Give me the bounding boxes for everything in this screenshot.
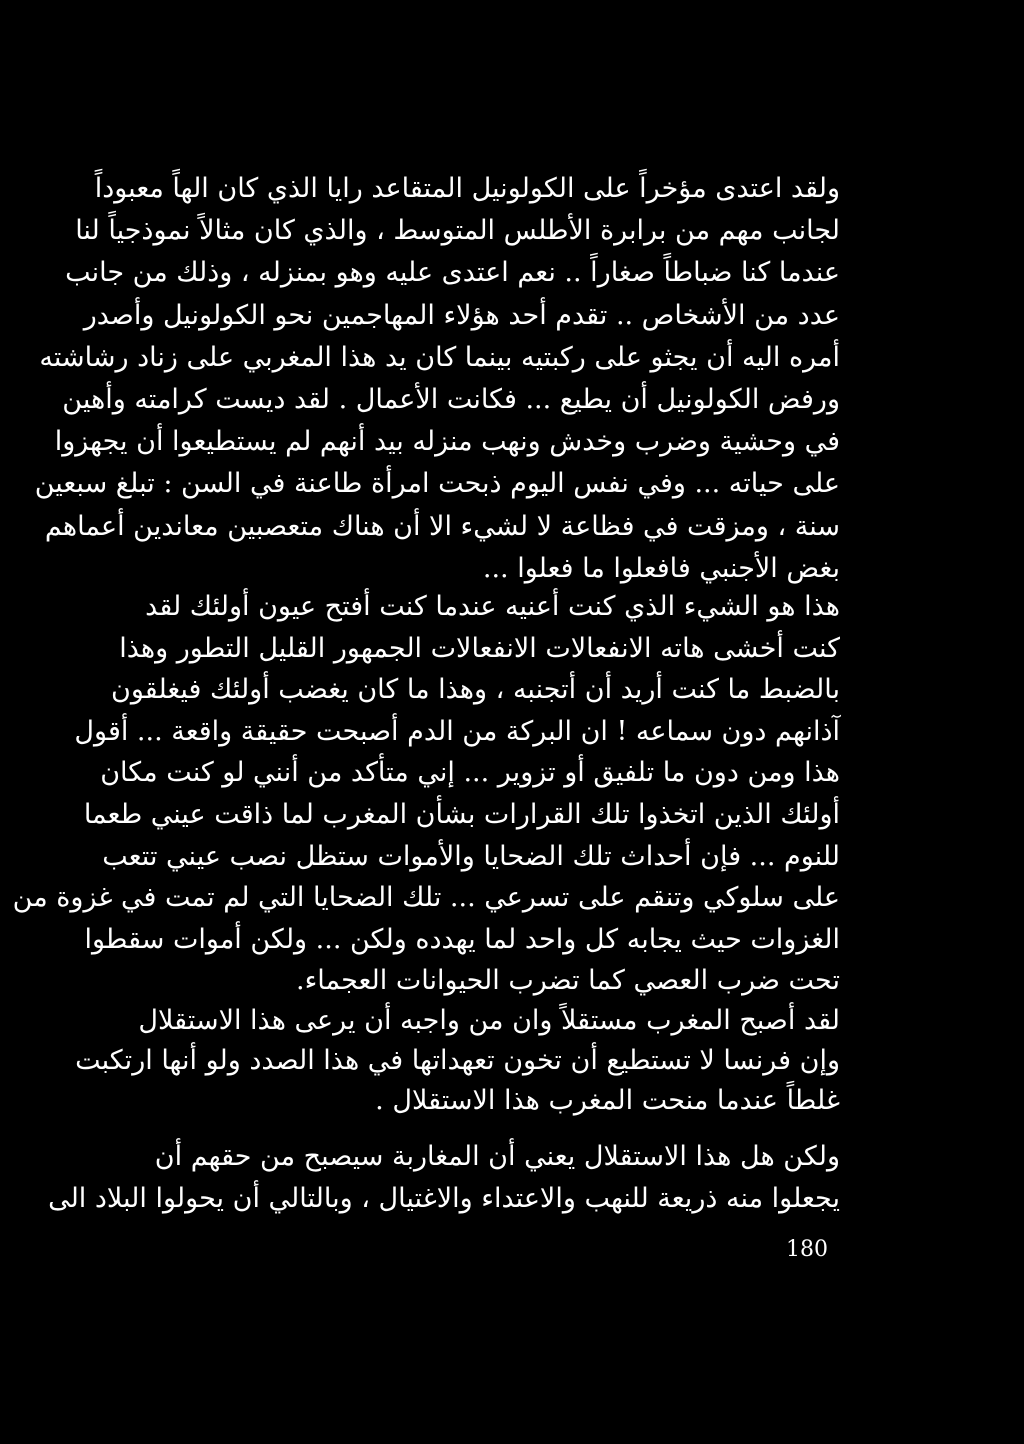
text-line: الغزوات حيث يجابه كل واحد لما يهدده ولكن ... ولكن أموات سقطوا [84,923,840,955]
text-line: كنت أخشى هاته الانفعالات الانفعالات الجمهور القليل التطور وهذا [119,632,840,664]
text-line: هذا ومن دون ما تلفيق أو تزوير ... إني متأكد من أنني لو كنت مكان [100,757,840,789]
text-line: ولقد اعتدى مؤخراً على الكولونيل المتقاعد رايا الذي كان الهاً معبوداً [94,173,840,204]
page-number: 180 [786,1237,828,1262]
text-line: وإن فرنسا لا تستطيع أن تخون تعهداتها في هذا الصدد ولو أنها ارتكبت [75,1045,840,1076]
text-line: تحت ضرب العصي كما تضرب الحيوانات العجماء. [295,965,840,997]
text-line: غلطاً عندما منحت المغرب هذا الاستقلال . [375,1085,840,1116]
text-line: يجعلوا منه ذريعة للنهب والاعتداء والاغتيال ، وبالتالي أن يحولوا البلاد الى [48,1183,840,1214]
text-line: هذا هو الشيء الذي كنت أعنيه عندما كنت أفتح عيون أولئك لقد [145,591,840,622]
text-line: أمره اليه أن يجثو على ركبتيه بينما كان يد هذا المغربي على زناد رشاشته [39,341,840,373]
text-line: للنوم ... فإن أحداث تلك الضحايا والأموات ستظل نصب عيني تتعب [102,840,840,872]
text-line: عدد من الأشخاص .. تقدم أحد هؤلاء المهاجمين نحو الكولونيل وأصدر [83,299,840,331]
text-line: ورفض الكولونيل أن يطيع ... فكانت الأعمال . لقد ديست كرامته وأهين [62,383,840,415]
text-line: عندما كنا ضباطاً صغاراً .. نعم اعتدى عليه وهو بمنزله ، وذلك من جانب [65,257,840,289]
paragraph-3 [75,1001,840,1121]
paragraph-2 [12,586,840,1002]
text-line: بالضبط ما كنت أريد أن أتجنبه ، وهذا ما كان يغضب أولئك فيغلقون [111,674,840,706]
text-line: أولئك الذين اتخذوا تلك القرارات بشأن المغرب لما ذاقت عيني طعما [83,798,840,830]
text-line: على سلوكي وتنقم على تسرعي ... تلك الضحايا التي لم تمت في غزوة من [12,882,840,914]
paragraph-1 [34,168,840,590]
text-line: على حياته ... وفي نفس اليوم ذبحت امرأة طاعنة في السن : تبلغ سبعين [34,468,840,500]
text-line: آذانهم دون سماعه ! ان البركة من الدم أصبحت حقيقة واقعة ... أقول [74,715,840,747]
paragraph-4 [48,1136,840,1220]
text-line: بغض الأجنبي فافعلوا ما فعلوا ... [482,552,840,584]
text-line: في وحشية وضرب وخدش ونهب منزله بيد أنهم لم يستطيعوا أن يجهزوا [54,426,840,458]
text-line: سنة ، ومزقت في فظاعة لا لشيء الا أن هناك متعصبين معاندين أعماهم [44,510,840,542]
text-line: لقد أصبح المغرب مستقلاً وان من واجبه أن يرعى هذا الاستقلال [138,1005,840,1036]
text-line: ولكن هل هذا الاستقلال يعني أن المغاربة سيصبح من حقهم أن [154,1141,840,1172]
text-line: لجانب مهم من برابرة الأطلس المتوسط ، والذي كان مثالاً نموذجياً لنا [75,215,840,247]
